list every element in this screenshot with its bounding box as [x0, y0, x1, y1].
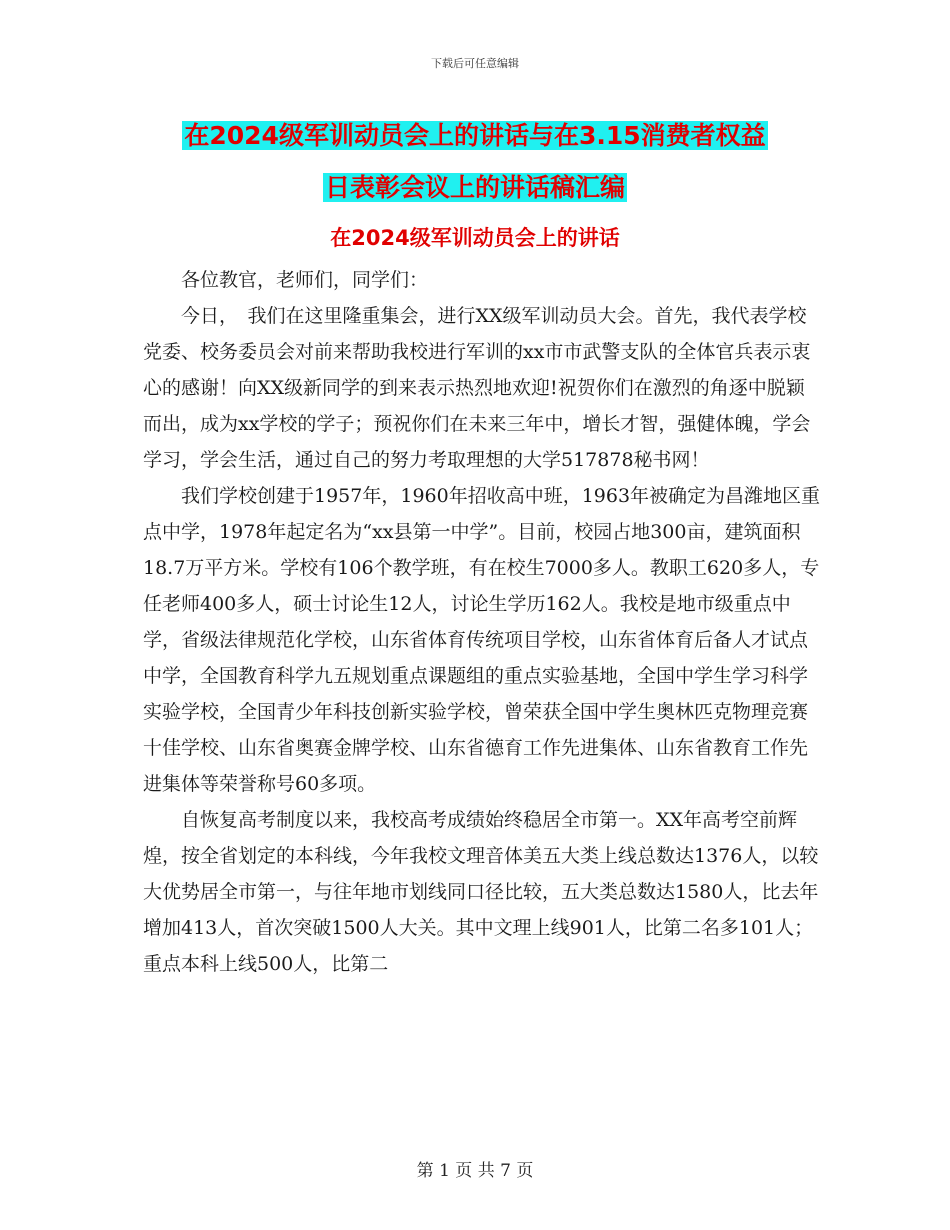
salutation: 各位教官，老师们，同学们：	[181, 269, 429, 291]
paragraph: 自恢复高考制度以来，我校高考成绩始终稳居全市第一。XX年高考空前辉煌，按全省划定的本科线，今年我校文理音体美五大类上线总数达1376人，以较大优势居全市第一，与往年地市划线同口径比较，五大类总数达1580人，比去年增加413人，首次突破1500人大关。其中文理上线901人，比第二名多101人；重点本科上线500人，比第二	[143, 809, 819, 975]
paragraph: 今日， 我们在这里隆重集会，进行XX级军训动员大会。首先，我代表学校党委、校务委员会对前来帮助我校进行军训的xx市市武警支队的全体官兵表示衷心的感谢！向XX级新同学的到来表示热烈地欢迎!祝贺你们在激烈的角逐中脱颖而出，成为xx学校的学子；预祝你们在未来三年中，增长才智，强健体魄，学会学习，学会生活，通过自己的努力考取理想的大学517878秘书网！	[143, 305, 811, 471]
page-number-footer: 第 1 页 共 7 页	[416, 1161, 534, 1181]
document-body	[143, 262, 823, 982]
document-title	[0, 110, 950, 214]
document-title-line-1: 在2024级军训动员会上的讲话与在3.15消费者权益	[184, 121, 766, 150]
page-header-note: 下载后可任意编辑	[431, 57, 519, 70]
section-title: 在2024级军训动员会上的讲话	[330, 226, 620, 250]
paragraph: 我们学校创建于1957年，1960年招收高中班，1963年被确定为昌潍地区重点中学，1978年起定名为“xx县第一中学”。目前，校园占地300亩，建筑面积18.7万平方米。学校有106个教学班，有在校生7000多人。教职工620多人，专任老师400多人，硕士讨论生12人，讨论生学历162人。我校是地市级重点中学，省级法律规范化学校，山东省体育传统项目学校，山东省体育后备人才试点中学，全国教育科学九五规划重点课题组的重点实验基地，全国中学生学习科学实验学校，全国青少年科技创新实验学校，曾荣获全国中学生奥林匹克物理竞赛十佳学校、山东省奥赛金牌学校、山东省德育工作先进集体、山东省教育工作先进集体等荣誉称号60多项。	[143, 485, 821, 795]
document-title-line-2: 日表彰会议上的讲话稿汇编	[324, 173, 625, 202]
